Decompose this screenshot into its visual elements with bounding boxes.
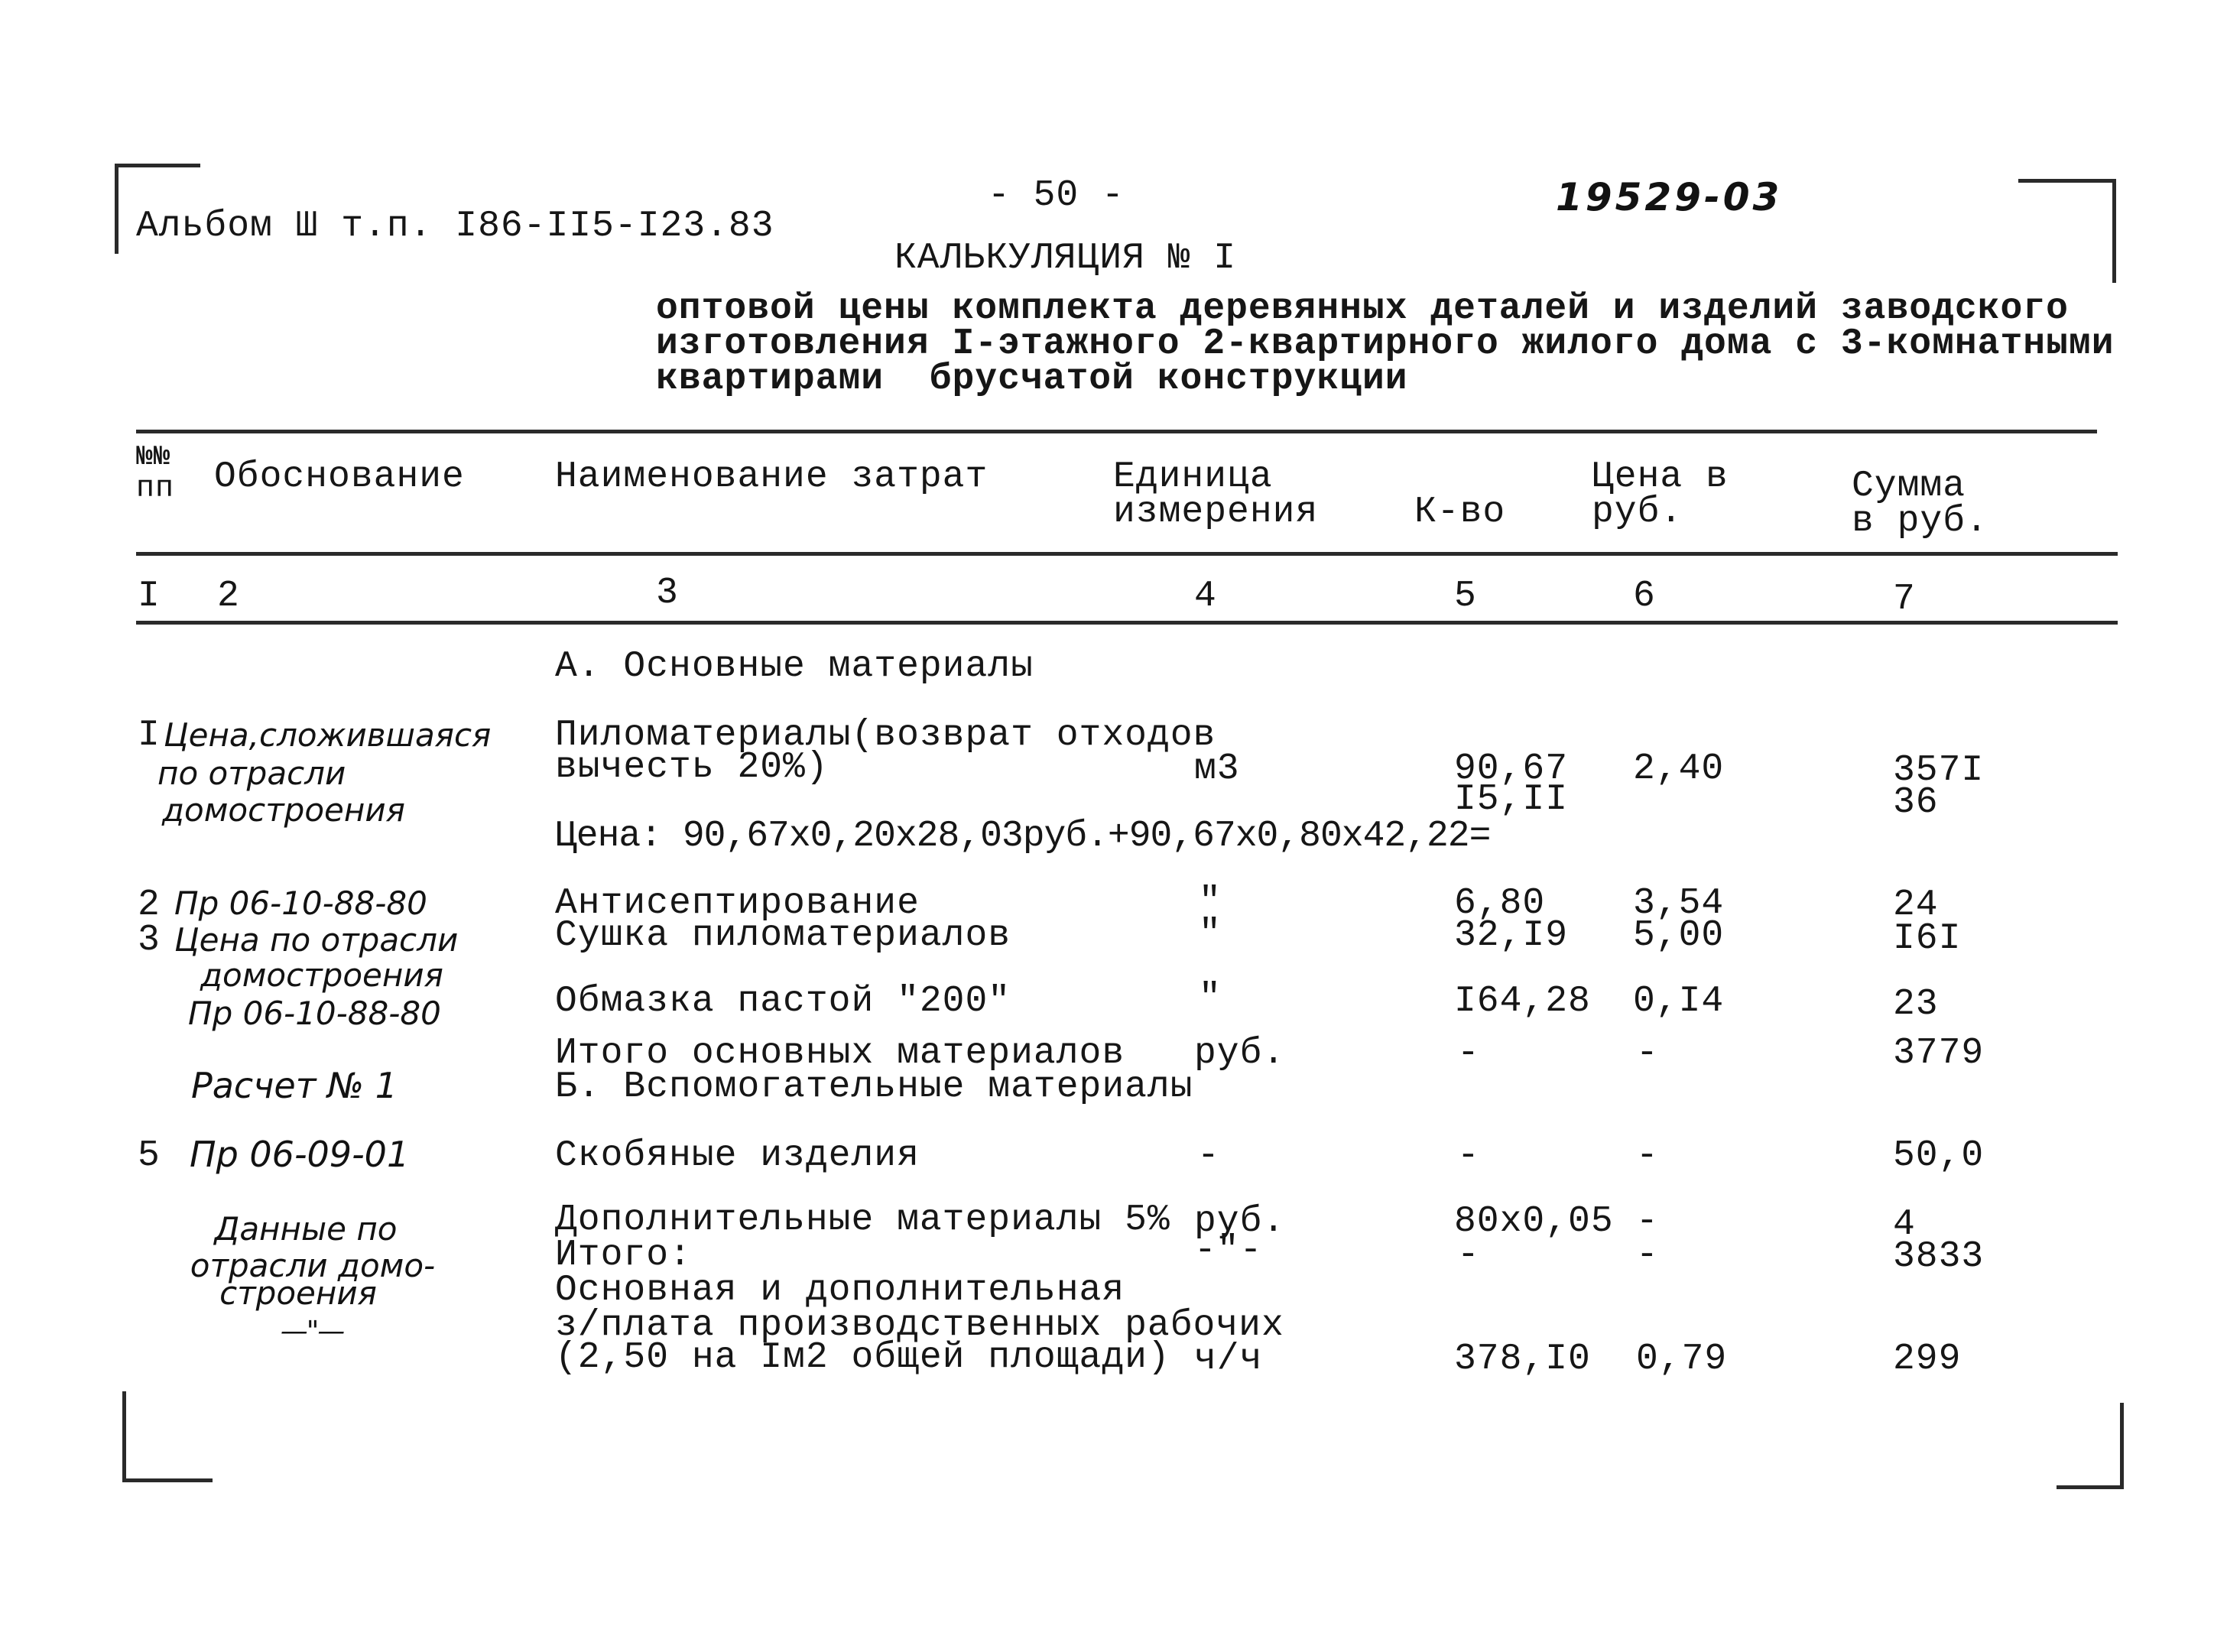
colnum-2: 2 <box>217 576 240 617</box>
row-additional-basis-1: Данные по <box>214 1210 398 1248</box>
colnum-1: I <box>138 576 161 617</box>
row-drying-basis-2: домостроения <box>200 956 443 994</box>
description-line-3: квартирами брусчатой конструкции <box>656 359 1408 400</box>
album-reference: Альбом Ш т.п. I86-II5-I23.83 <box>136 206 774 247</box>
header-num-1: №№ <box>136 441 171 472</box>
row-drying-qty: 32,I9 <box>1454 915 1569 956</box>
corner-bottom-left-v <box>122 1391 126 1482</box>
row-drying-name: Сушка пиломатериалов <box>555 915 1011 956</box>
corner-bottom-left-h <box>122 1478 213 1482</box>
row-antiseptic-sum: 24 <box>1893 884 1939 926</box>
page-number: - 50 - <box>988 175 1125 216</box>
row-antiseptic-name: Антисептирование <box>555 883 920 924</box>
header-qty: К-во <box>1414 492 1506 533</box>
row-wages-sum: 299 <box>1893 1339 1962 1380</box>
row-lumber-sum-1: 357I <box>1893 750 1985 791</box>
corner-bottom-right-h <box>2057 1485 2124 1489</box>
section-a-title: А. Основные материалы <box>555 646 1034 687</box>
row-total-main-unit: руб. <box>1194 1033 1286 1074</box>
row-additional-name: Дополнительные материалы 5% <box>555 1199 1170 1241</box>
row-paste-sum: 23 <box>1893 984 1939 1025</box>
calculation-title: КАЛЬКУЛЯЦИЯ № I <box>894 238 1237 279</box>
row-total-main-basis: Расчет № 1 <box>191 1065 398 1106</box>
row-hardware-name: Скобяные изделия <box>555 1135 920 1177</box>
row-additional-basis-2: отрасли домо- <box>190 1247 436 1284</box>
row-additional-basis-3: строения <box>219 1274 377 1312</box>
row-drying-price: 5,00 <box>1633 915 1725 956</box>
header-sum-2: в руб. <box>1852 501 1988 542</box>
row-subtotal-unit: -"- <box>1194 1230 1263 1271</box>
row-antiseptic-num: 2 <box>138 884 161 926</box>
row-drying-basis-1: Цена по отрасли <box>174 921 459 959</box>
row-total-main-name: Итого основных материалов <box>555 1033 1125 1074</box>
description-line-1: оптовой цены комплекта деревянных деталей и изделий заводского <box>656 288 2069 329</box>
row-drying-sum: I6I <box>1893 918 1962 959</box>
row-total-main-qty: - <box>1457 1033 1480 1074</box>
table-header-rule <box>136 552 2118 556</box>
header-sum-1: Сумма <box>1852 466 1966 507</box>
row-wages-name-3: (2,50 на Iм2 общей площади) <box>555 1337 1170 1378</box>
row-lumber-basis-3: домостроения <box>162 791 405 829</box>
corner-top-right-v <box>2112 179 2116 283</box>
table-top-rule <box>136 430 2097 433</box>
row-wages-price: 0,79 <box>1636 1339 1728 1380</box>
row-additional-sum: 4 <box>1893 1204 1916 1245</box>
row-additional-qty: 80х0,05 <box>1454 1201 1614 1242</box>
row-wages-name-2: з/плата производственных рабочих <box>555 1305 1284 1346</box>
row-lumber-unit: м3 <box>1194 748 1240 790</box>
row-paste-price: 0,I4 <box>1633 981 1725 1022</box>
colnum-7: 7 <box>1893 579 1916 620</box>
row-antiseptic-basis: Пр 06-10-88-80 <box>174 884 427 922</box>
row-paste-basis: Пр 06-10-88-80 <box>188 995 441 1032</box>
corner-bottom-right-v <box>2120 1403 2124 1488</box>
table-colnum-rule <box>136 621 2118 625</box>
row-hardware-price: - <box>1636 1135 1659 1177</box>
row-hardware-unit: - <box>1197 1135 1220 1177</box>
corner-top-left-v <box>115 164 118 254</box>
document-code: 19529-03 <box>1556 175 1783 219</box>
row-antiseptic-qty: 6,80 <box>1454 883 1546 924</box>
row-paste-qty: I64,28 <box>1454 981 1591 1022</box>
row-drying-unit: " <box>1199 914 1222 955</box>
row-subtotal-sum: 3833 <box>1893 1236 1985 1277</box>
corner-top-right-h <box>2018 179 2116 183</box>
corner-top-left-h <box>115 164 200 167</box>
row-wages-unit: ч/ч <box>1194 1339 1263 1380</box>
row-additional-price: - <box>1636 1201 1659 1242</box>
header-price-2: руб. <box>1592 492 1683 533</box>
row-wages-qty: 378,I0 <box>1454 1339 1591 1380</box>
row-subtotal-name: Итого: <box>555 1235 692 1276</box>
row-additional-unit: руб. <box>1194 1201 1286 1242</box>
row-hardware-sum: 50,0 <box>1893 1135 1985 1177</box>
colnum-5: 5 <box>1454 576 1477 617</box>
colnum-3: 3 <box>656 573 679 614</box>
colnum-6: 6 <box>1633 576 1656 617</box>
row-antiseptic-price: 3,54 <box>1633 883 1725 924</box>
header-basis: Обоснование <box>214 456 465 498</box>
row-lumber-num: I <box>138 715 161 756</box>
row-lumber-sum-2: 36 <box>1893 782 1939 823</box>
section-b-title: Б. Вспомогательные материалы <box>555 1066 1193 1108</box>
description-line-2: изготовления I-этажного 2-квартирного жилого дома с 3-комнатными <box>656 323 2115 365</box>
header-price-1: Цена в <box>1592 456 1729 498</box>
row-wages-basis: —"— <box>280 1316 344 1347</box>
row-hardware-basis: Пр 06-09-01 <box>190 1134 410 1175</box>
row-antiseptic-unit: " <box>1199 881 1222 923</box>
row-subtotal-price: - <box>1636 1235 1659 1276</box>
header-name: Наименование затрат <box>555 456 989 498</box>
row-lumber-qty-1: 90,67 <box>1454 748 1569 790</box>
row-hardware-qty: - <box>1457 1135 1480 1177</box>
row-hardware-num: 5 <box>138 1135 161 1177</box>
row-paste-name: Обмазка пастой "200" <box>555 981 1011 1022</box>
header-num-2: пп <box>136 472 175 506</box>
header-unit-1: Единица <box>1113 456 1273 498</box>
row-lumber-name-2: вычесть 20%) <box>555 747 829 788</box>
colnum-4: 4 <box>1194 576 1217 617</box>
row-drying-num: 3 <box>138 920 161 961</box>
row-subtotal-qty: - <box>1457 1235 1480 1276</box>
row-lumber-basis-1: Цена,сложившаяся <box>164 716 492 754</box>
row-total-main-price: - <box>1636 1033 1659 1074</box>
row-lumber-basis-2: по отрасли <box>157 755 346 792</box>
price-formula: Цена: 90,67х0,20х28,03руб.+90,67х0,80х42,22= <box>555 816 1491 857</box>
row-total-main-sum: 3779 <box>1893 1033 1985 1074</box>
row-wages-name-1: Основная и дополнительная <box>555 1270 1125 1311</box>
row-paste-unit: " <box>1199 978 1222 1019</box>
row-lumber-name-1: Пиломатериалы(возврат отходов <box>555 715 1216 756</box>
row-lumber-qty-2: I5,II <box>1454 779 1569 820</box>
header-unit-2: измерения <box>1113 492 1319 533</box>
row-lumber-price: 2,40 <box>1633 748 1725 790</box>
